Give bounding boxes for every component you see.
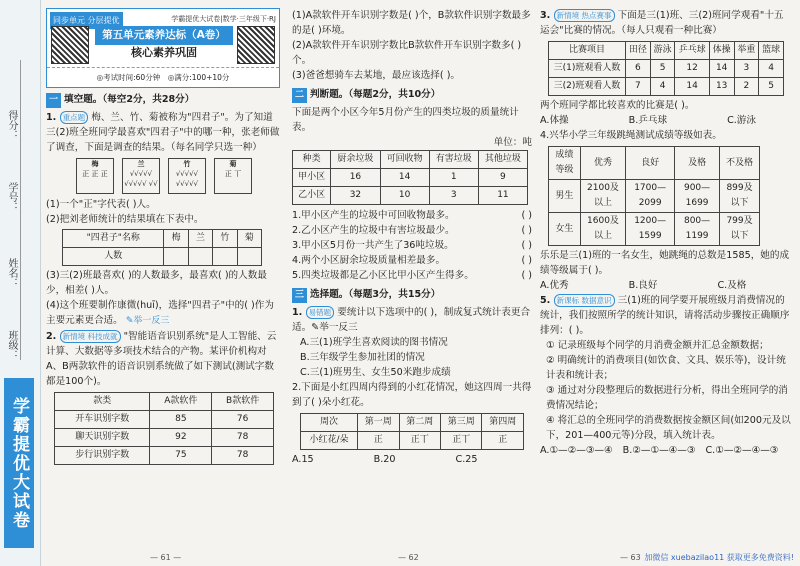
student-id-label: 学号： xyxy=(6,182,17,212)
question-1-2: (2)把刘老师统计的结果填在下表中。 xyxy=(46,214,204,225)
choice-1-option: C.三(1)班男生、女生50米跑步成绩 xyxy=(300,367,451,378)
tally-plum: 梅 正 正 正 xyxy=(76,158,114,194)
qr-code-left xyxy=(51,26,89,64)
exam-title: 第五单元素养达标（A卷） xyxy=(95,26,233,45)
judge-intro: 下面是两个小区今年5月份产生的四类垃圾的质量统计表。 xyxy=(292,107,519,133)
section-true-false: 二 判断题。（每题2分，共10分） xyxy=(292,87,532,103)
tally-boxes xyxy=(76,158,280,194)
question-1-4: (4)这个班要制作康微(huī)，选择"四君子"中的( )作为主要元素更合适。 ✎举一反三 xyxy=(46,300,274,326)
step-item: ① 记录班级每个同学的月消费金额并汇总金额数据； xyxy=(546,340,769,351)
question-4-options: A.优秀 B.良好 C.及格 xyxy=(540,280,747,291)
step-item: ③ 通过对分段整理后的数据进行分析，得出全班同学的消费情况结论； xyxy=(546,385,788,411)
question-2-3: (3)爸爸想骑车去某地，最应该选择( )。 xyxy=(292,70,461,81)
exam-info xyxy=(47,67,279,85)
judge-item: 2.乙小区产生的垃圾中有害垃圾最少。 ( ) xyxy=(292,225,532,236)
exam-subtitle: 核心素养巩固 xyxy=(131,46,197,59)
choice-1-option: B.三年级学生参加社团的情况 xyxy=(300,352,425,363)
step-item: ④ 将汇总的全班同学的消费数据按金额区间(如200元及以下，201—400元等)分段，填入统计表。 xyxy=(546,415,791,441)
page-number-63: — 63 xyxy=(620,553,641,562)
header-tag: 同步单元 分层提优 xyxy=(50,12,123,29)
question-2: 2. 新情境 科技成就 "智能语音识别系统"是人工智能、云计算、大数据等多项技术结合的产物。某评价机构对A、B两款软件的语音识别系统做了如下测试(测试字数都是100个)。 xyxy=(46,331,277,387)
table-four-gentlemen: "四君子"名称 梅 兰 竹 菊 人数 xyxy=(62,229,262,266)
choice-1-option: A.三(1)班学生喜欢阅读的图书情况 xyxy=(300,337,448,348)
score-label: 得分： xyxy=(6,110,17,140)
section-number: 一 xyxy=(46,93,61,108)
table-garbage: 种类 厨余垃圾 可回收物 有害垃圾 其他垃圾 甲小区 16 14 1 9 乙小区 32 10 3 11 xyxy=(292,150,528,205)
header-series: 学霸提优大试卷|数学·三年级下·RJ xyxy=(171,15,276,23)
table-voice-recognition: 款类 A款软件 B款软件 开车识别字数 85 76 聊天识别字数 92 78 步行识别字数 75 78 xyxy=(54,392,274,465)
page-number-62: — 62 xyxy=(398,553,419,562)
question-2-2: (2)A款软件开车识别字数比B款软件开车识别字数多( )个。 xyxy=(292,40,522,66)
exam-header xyxy=(46,8,280,88)
class-label: 班级： xyxy=(6,330,17,360)
question-1: 1. 重点题 梅、兰、竹、菊被称为"四君子"。为了知道三(2)班全班同学最喜欢"四君子"中的哪一种，张老师做了调查，下面是调查的结果。（每名同学只选一种） xyxy=(46,112,280,153)
qr-code-right xyxy=(237,26,275,64)
table-games-viewing: 比赛项目 田径 游泳 乒乓球 体操 举重 篮球 三(1)班观看人数 6 5 12 14 3 4 三(2)班观看人数 7 4 14 13 2 5 xyxy=(548,41,784,96)
column-page-62 xyxy=(292,8,532,467)
watermark-text: 加微信 xuebazilao11 获取更多免费资料! xyxy=(644,553,794,562)
exam-time: ◎考试时间:60分钟 xyxy=(96,73,161,82)
question-4-blank: 乐乐是三(1)班的一名女生，她跳绳的总数是1585，她的成绩等级属于( )。 xyxy=(540,250,790,276)
question-1-1: (1)一个"正"字代表( )人。 xyxy=(46,199,156,210)
tally-chrysanthemum: 菊 正 丅 xyxy=(214,158,252,194)
tally-orchid: 兰 √√√√√ √√√√√ √√ xyxy=(122,158,160,194)
question-3-blank: 两个班同学都比较喜欢的比赛是( )。 xyxy=(540,100,695,111)
judge-list xyxy=(292,208,532,283)
exam-score: ◎满分:100+10分 xyxy=(167,73,230,82)
question-5-options: A.①—②—③—④ B.②—①—④—③ C.①—②—④—③ xyxy=(540,445,779,456)
choice-1: 1. 易错题 要统计以下选项中的( )，制成复式统计表更合适。✎举一反三 xyxy=(292,307,531,333)
cut-line xyxy=(20,60,21,360)
judge-item: 1.甲小区产生的垃圾中可回收物最多。 ( ) xyxy=(292,210,532,221)
choice-2-options: A.15 B.20 C.25 xyxy=(292,454,478,465)
tally-bamboo: 竹 √√√√√ √√√√√ xyxy=(168,158,206,194)
question-2-1: (1)A款软件开车识别字数是( )个，B款软件识别字数最多的是( )环境。 xyxy=(292,10,531,36)
question-3: 3. 新情境 热点赛事 下面是三(1)班、三(2)班同学观看"十五运会"比赛的情况。（每人只观看一种比赛） xyxy=(540,10,784,36)
section-multiple-choice: 三 选择题。（每题3分，共15分） xyxy=(292,287,532,303)
question-4: 4.兴华小学三年级跳绳测试成绩等级如表。 xyxy=(540,130,722,141)
question-5: 5. 新课标 数据意识 三(1)班的同学要开展班级月消费情况的统计，我们按照所学的统计知识，请将活动步骤按正确顺序排列：( )。 xyxy=(540,295,790,336)
unit-label: 单位：吨 xyxy=(493,137,532,148)
step-item: ② 明确统计的消费项目(如饮食、文具、娱乐等)，设计统计表和统计表； xyxy=(546,355,786,381)
table-rope-skipping: 成绩等级 优秀 良好 及格 不及格 男生 2100及以上 1700—2099 900—1699 899及以下 女生 1600及以上 1200—1599 800—1199 799及以下 xyxy=(548,146,760,246)
brand-vertical: 学霸提优大试卷 xyxy=(4,378,34,548)
judge-item: 5.四类垃圾都是乙小区比甲小区产生得多。 ( ) xyxy=(292,270,532,281)
judge-item: 3.甲小区5月份一共产生了36吨垃圾。 ( ) xyxy=(292,240,532,251)
question-3-options: A.体操 B.乒乓球 C.游泳 xyxy=(540,115,756,126)
column-page-63 xyxy=(540,8,792,458)
choice-2: 2.下面是小红四周内得到的小红花情况，她这四周一共得到了( )朵小红花。 xyxy=(292,382,532,408)
page-number-61: — 61 — xyxy=(150,553,182,562)
binding-sidebar xyxy=(0,0,41,566)
question-1-3: (3)三(2)班最喜欢( )的人数最多，最喜欢( )的人数最少，相差( )人。 xyxy=(46,270,267,296)
column-page-61 xyxy=(46,8,280,465)
table-red-flowers: 周次 第一周 第二周 第三周 第四周 小红花/朵 正 正丅 正丅 正 xyxy=(300,413,524,450)
section-fill-blank: 一 填空题。（每空2分，共28分） xyxy=(46,92,280,108)
judge-item: 4.两个小区厨余垃圾质量相差最多。 ( ) xyxy=(292,255,532,266)
name-label: 姓名： xyxy=(6,258,17,288)
question-tag: 重点题 xyxy=(60,111,89,124)
